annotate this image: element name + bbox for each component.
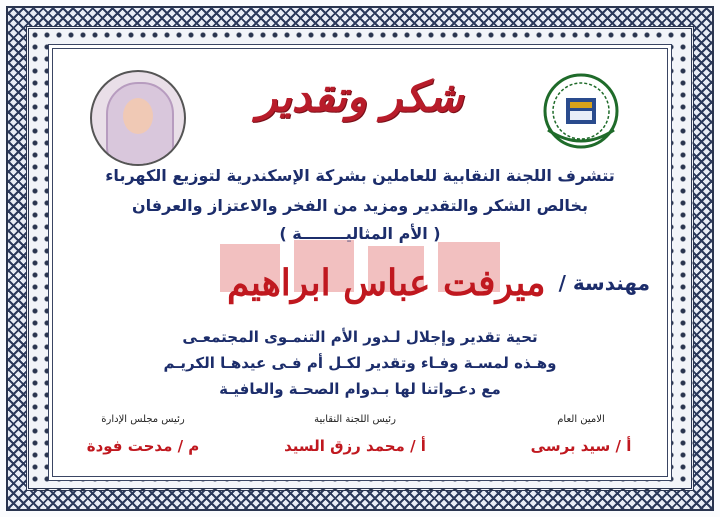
signature-role: رئيس مجلس الإدارة [101,414,185,425]
recipient-row [70,262,650,304]
syndicate-emblem-icon [532,72,630,150]
signature-board-chairman [58,414,228,455]
wishes-line: مع دعـواتنا لها بـدوام الصحـة والعافيـة [219,380,501,398]
intro-line: تتشرف اللجنة النقابية للعاملين بشركة الإسكندرية لتوزيع الكهرباء [105,166,615,185]
signature-name: م / مدحت فودة [86,437,200,455]
recipient-title: مهندسة / [558,271,650,295]
thanks-line: بخالص الشكر والتقدير ومزيد من الفخر والاعتزاز والعرفان [132,196,588,215]
signature-role: الامين العام [557,414,605,425]
face-shape [123,98,153,134]
recipient-name: ميرفت عباس ابراهيم [226,262,546,304]
appreciation-line: وهـذه لمسـة وفـاء وتقدير لكـل أم فـى عيدهـا الكريـم [163,354,557,372]
certificate-title: شكر وتقدير [256,72,464,121]
signature-committee-head [270,414,440,455]
portrait-photo [90,70,186,166]
signature-name: أ / محمد رزق السيد [284,437,426,455]
occasion-line: ( الأم المثاليــــــــة ) [279,224,441,243]
tribute-line: تحية تقدير وإجلال لـدور الأم التنمـوى المجتمعـى [182,328,538,346]
signature-role: رئيس اللجنة النقابية [314,414,396,425]
signature-name: أ / سيد برسى [530,437,632,455]
signature-secretary-general [496,414,666,455]
